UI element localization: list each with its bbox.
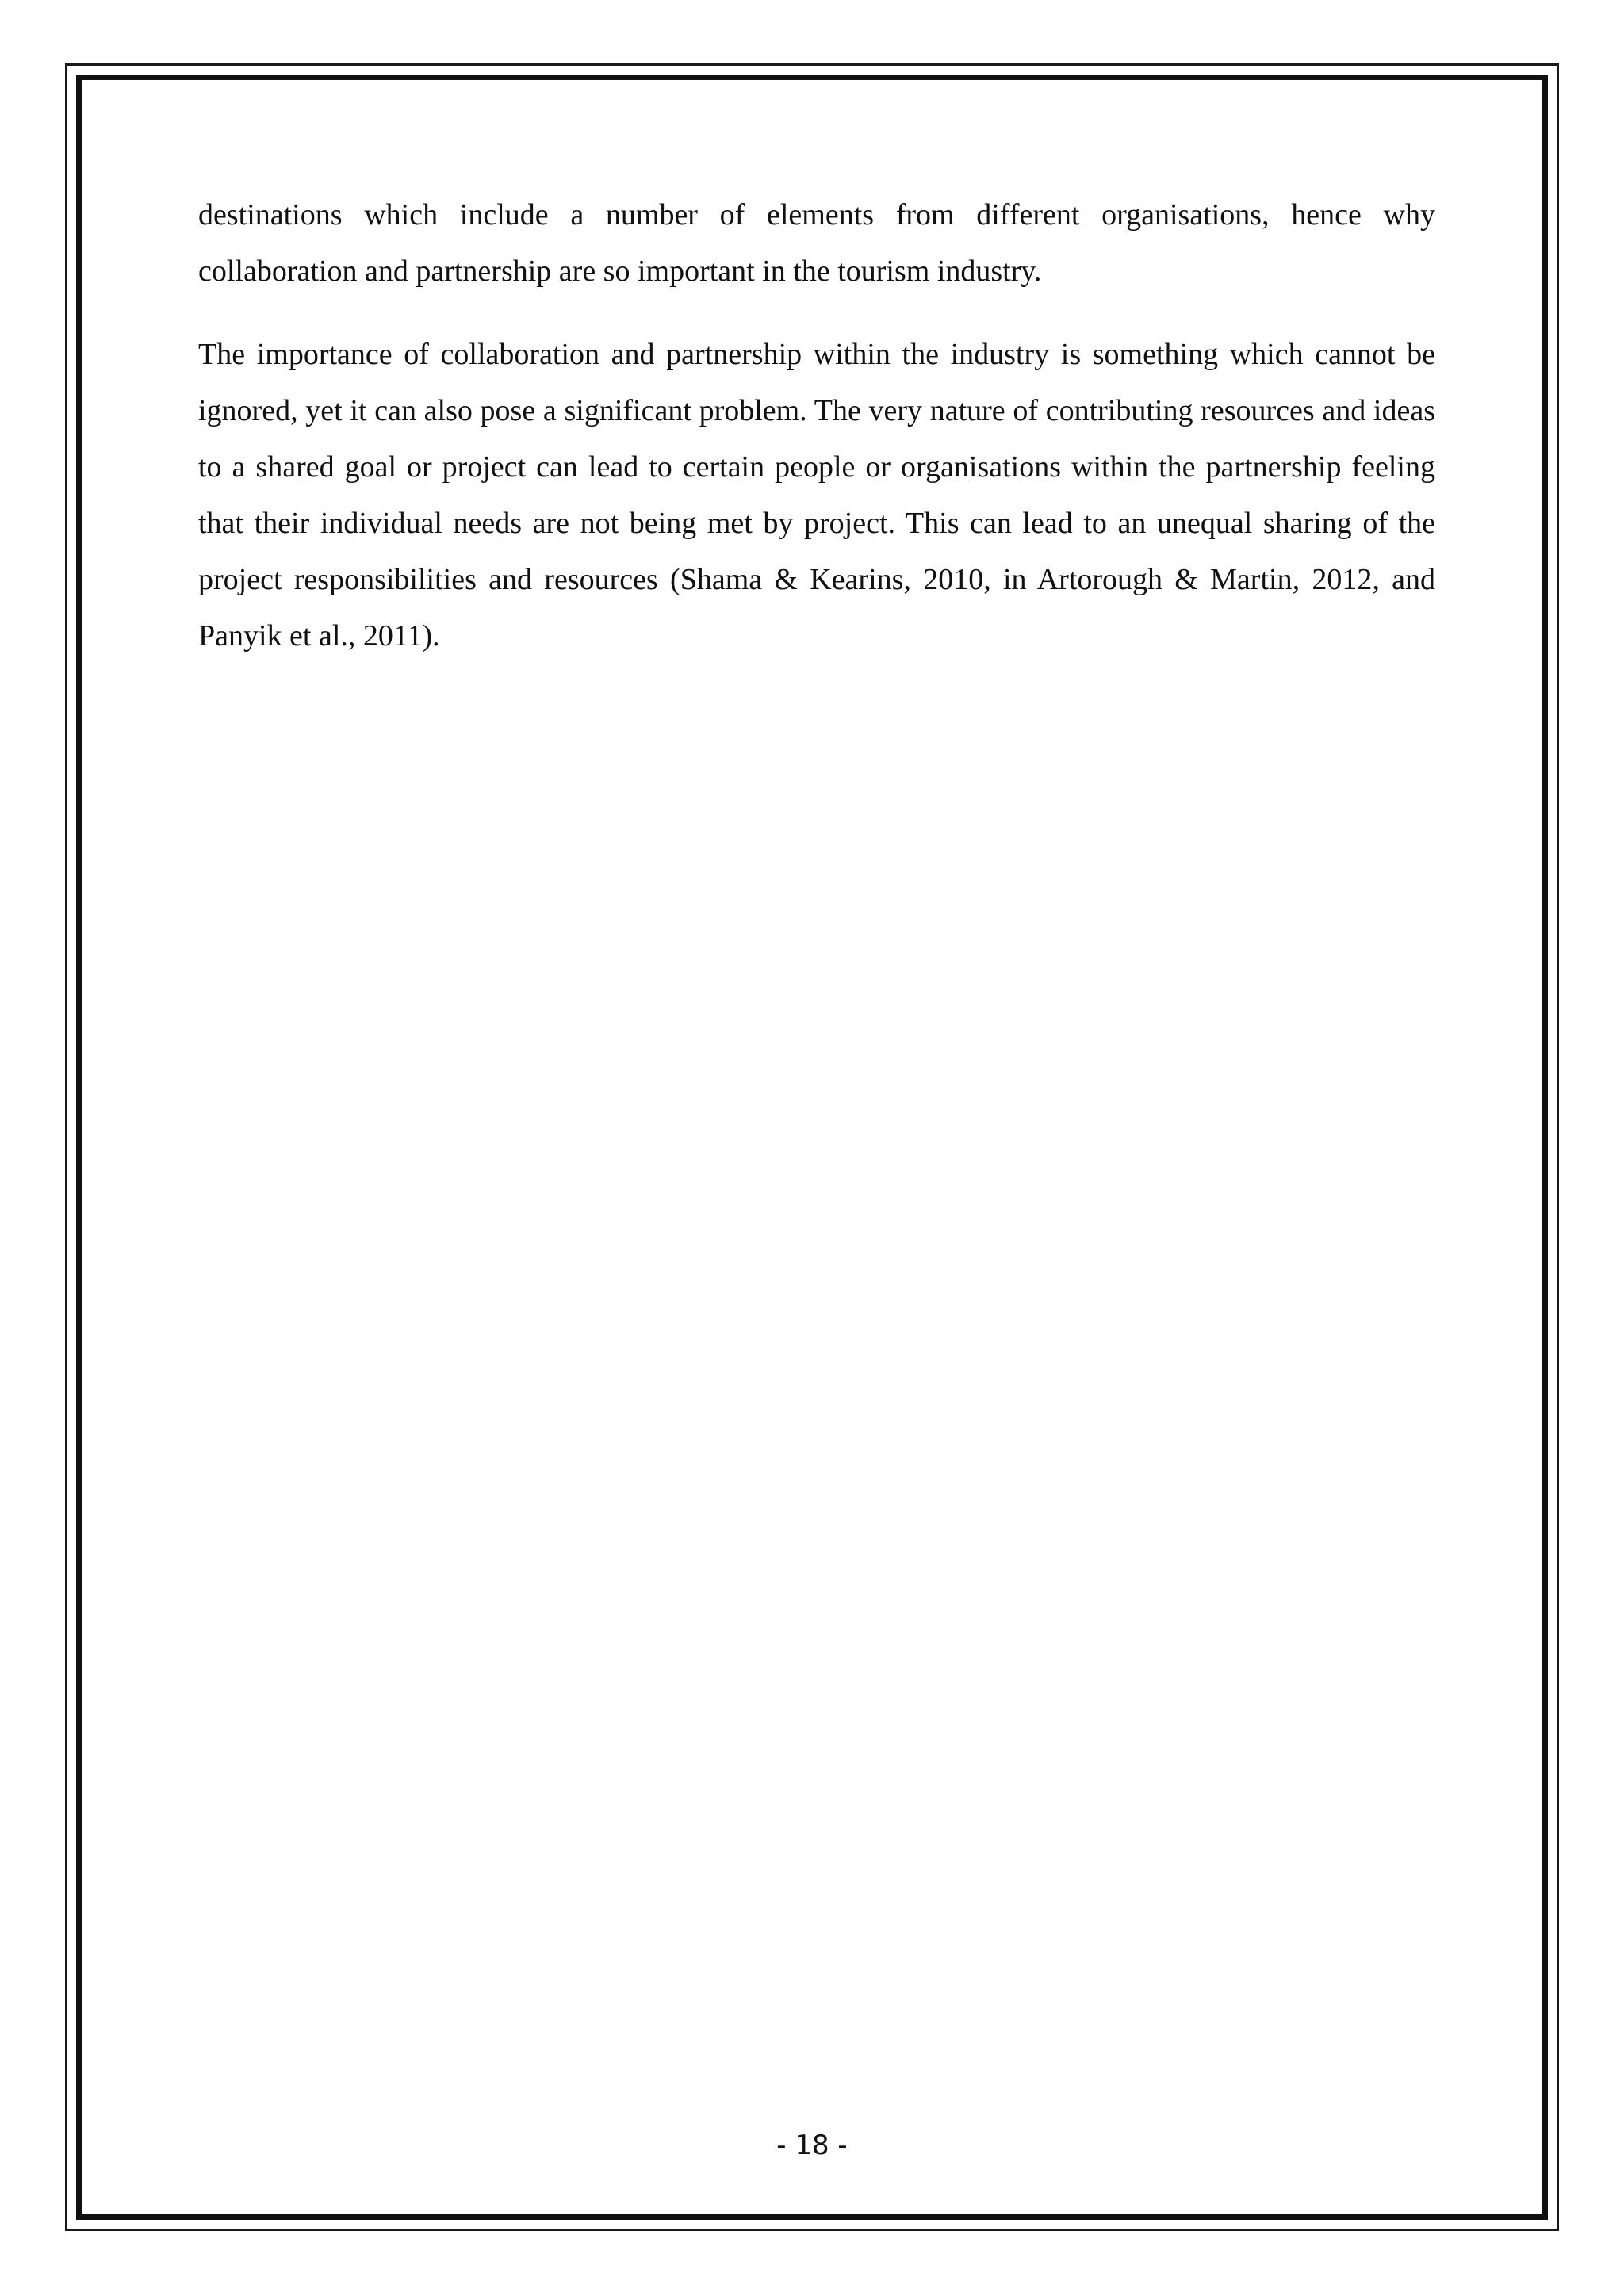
page-number: - 18 - xyxy=(776,2130,848,2161)
page-body xyxy=(198,187,1435,691)
paragraph-collaboration-problem: The importance of collaboration and partnership within the industry is something which cannot be ignored, yet it can also pose a significant problem. The very nature of contributing resources and ideas to a shared goal or project can lead to certain people or organisations within the partnership feeling that their individual needs are not being met by project. This can lead to an unequal sharing of the project responsibilities and resources (Shama & Kearins, 2010, in Artorough & Martin, 2012, and Panyik et al., 2011). xyxy=(198,338,1435,652)
paragraph-continuation: destinations which include a number of elements from different organisations, hence why collaboration and partnership are so important in the tourism industry. xyxy=(198,198,1435,288)
